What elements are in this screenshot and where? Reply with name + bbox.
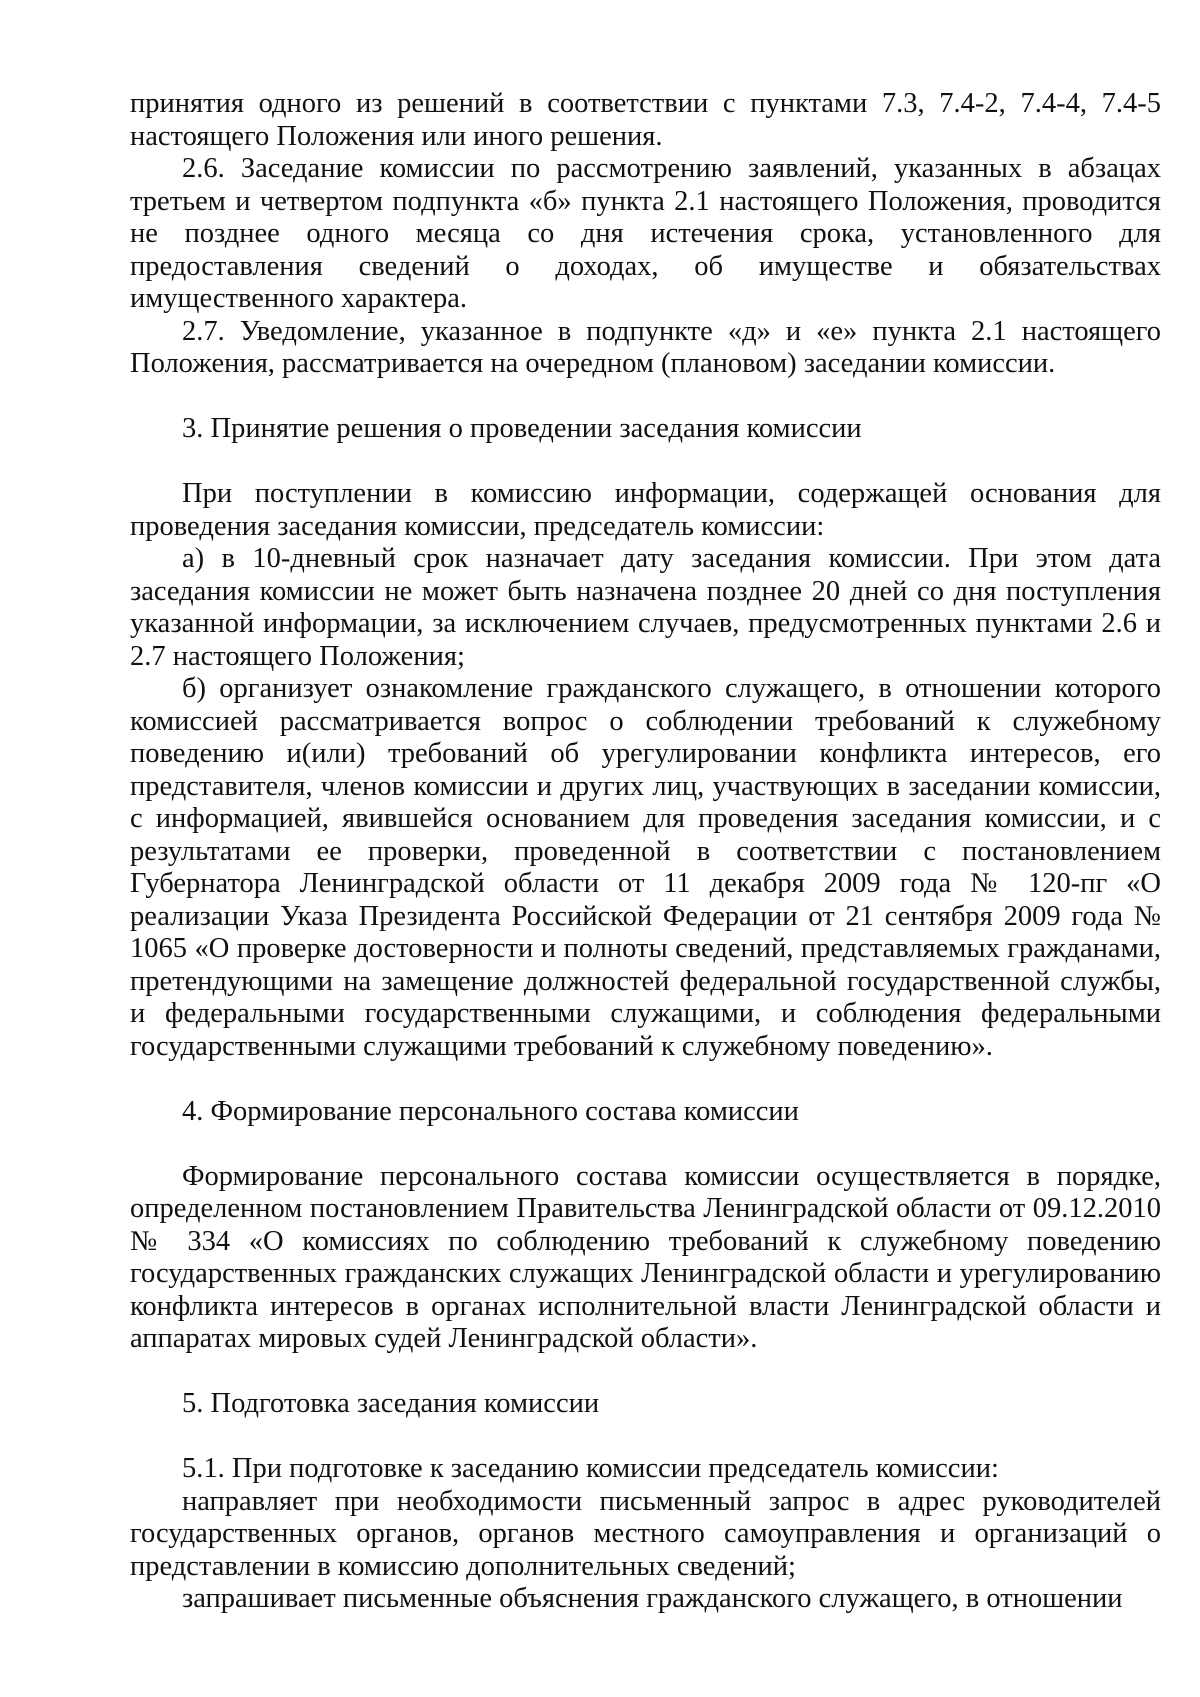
paragraph-5-1-request: направляет при необходимости письменный запрос в адрес руководителей государственных органов, органов местного самоуправления и организаций о представлении в комиссию дополнительных сведений; [130, 1485, 1161, 1582]
spacer [130, 446, 1161, 479]
section-3-item-b: б) организует ознакомление гражданского служащего, в отношении которого комиссией рассматривается вопрос о соблюдении требований к служебному поведению и(или) требований об урегулировании конфликта интересов, его представителя, членов комиссии и других лиц, участвующих в заседании комиссии, с информацией, явившейся основанием для проведения заседания комиссии, и с результатами ее проверки, проведенной в соответствии с постановлением Губернатора Ленинградской области от 11 декабря 2009 года № 120-пг «О реализации Указа Президента Российской Федерации от 21 сентября 2009 года № 1065 «О проверке достоверности и полноты сведений, представляемых гражданами, претендующими на замещение должностей федеральной государственной службы, и федеральными государственными служащими, и соблюдения федеральными государственными служащими требований к служебному поведению». [130, 673, 1161, 1062]
spacer [130, 1356, 1161, 1389]
section-4-heading: 4. Формирование персонального состава комиссии [182, 1095, 799, 1127]
section-4-paragraph: Формирование персонального состава комиссии осуществляется в порядке, определенном постановлением Правительства Ленинградской области от 09.12.2010 № 334 «О комиссиях по соблюдению требований к служебному поведению государственных гражданских служащих Ленинградской области и урегулированию конфликта интересов в органах исполнительной власти Ленинградской области и аппаратах мировых судей Ленинградской области». [130, 1160, 1161, 1354]
paragraph-5-1-explanations: запрашивает письменные объяснения гражданского служащего, в отношении [182, 1583, 1123, 1614]
document-body [130, 88, 1161, 1616]
paragraph-5-1: 5.1. При подготовке к заседанию комиссии председатель комиссии: [182, 1453, 999, 1484]
section-3-heading: 3. Принятие решения о проведении заседания комиссии [182, 413, 862, 444]
paragraph-2-6: 2.6. Заседание комиссии по рассмотрению заявлений, указанных в абзацах третьем и четвертом подпункта «б» пункта 2.1 настоящего Положения, проводится не позднее одного месяца со дня истечения срока, установленного для предоставления сведений о доходах, об имуществе и обязательствах имущественного характера. [130, 153, 1161, 314]
spacer [130, 1421, 1161, 1454]
spacer [130, 1063, 1161, 1096]
section-5-heading: 5. Подготовка заседания комиссии [182, 1388, 600, 1419]
paragraph-continuation: принятия одного из решений в соответствии с пунктами 7.3, 7.4-2, 7.4-4, 7.4-5 настоящего Положения или иного решения. [130, 88, 1161, 152]
section-3-item-a: а) в 10-дневный срок назначает дату заседания комиссии. При этом дата заседания комиссии не может быть назначена позднее 20 дней со дня поступления указанной информации, за исключением случаев, предусмотренных пунктами 2.6 и 2.7 настоящего Положения; [130, 543, 1161, 672]
paragraph-2-7: 2.7. Уведомление, указанное в подпункте «д» и «е» пункта 2.1 настоящего Положения, рассматривается на очередном (плановом) заседании комиссии. [130, 315, 1161, 379]
spacer [130, 381, 1161, 414]
section-3-intro: При поступлении в комиссию информации, содержащей основания для проведения заседания комиссии, председатель комиссии: [130, 478, 1161, 542]
spacer [130, 1128, 1161, 1161]
